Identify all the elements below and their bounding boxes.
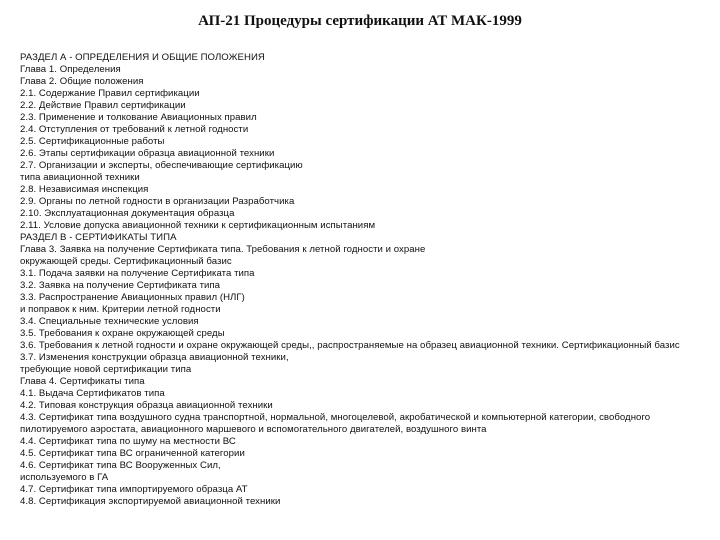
table-of-contents	[20, 52, 680, 508]
toc-line: окружающей среды. Сертификационный базис	[20, 256, 232, 267]
toc-line: 4.1. Выдача Сертификатов типа	[20, 388, 165, 399]
toc-line: 2.1. Содержание Правил сертификации	[20, 88, 200, 99]
toc-line: типа авиационной техники	[20, 172, 140, 183]
toc-line: 3.3. Распространение Авиационных правил (НЛГ)	[20, 292, 245, 303]
toc-line: 3.6. Требования к летной годности и охране окружающей среды,, распространяемые на образец авиационной техники. Сертификационный базис	[20, 340, 680, 351]
toc-line: используемого в ГА	[20, 472, 109, 483]
toc-line: требующие новой сертификации типа	[20, 364, 192, 375]
toc-line: 2.5. Сертификационные работы	[20, 136, 165, 147]
toc-line: 2.3. Применение и толкование Авиационных правил	[20, 112, 257, 123]
toc-line: пилотируемого аэростата, авиационного маршевого и вспомогательного двигателей, воздушного винта	[20, 424, 487, 435]
toc-line: и поправок к ним. Критерии летной годности	[20, 304, 221, 315]
toc-line: РАЗДЕЛ А - ОПРЕДЕЛЕНИЯ И ОБЩИЕ ПОЛОЖЕНИЯ	[20, 52, 265, 63]
toc-line: 4.3. Сертификат типа воздушного судна транспортной, нормальной, многоцелевой, акробатической и компьютерной категории, свободного	[20, 412, 651, 423]
toc-line: 2.8. Независимая инспекция	[20, 184, 149, 195]
toc-line: 2.10. Эксплуатационная документация образца	[20, 208, 235, 219]
toc-line: 3.7. Изменения конструкции образца авиационной техники,	[20, 352, 289, 363]
toc-line: 4.8. Сертификация экспортируемой авиационной техники	[20, 496, 281, 507]
toc-line: 2.9. Органы по летной годности в организации Разработчика	[20, 196, 295, 207]
toc-line: 4.2. Типовая конструкция образца авиационной техники	[20, 400, 273, 411]
toc-line: 2.4. Отступления от требований к летной годности	[20, 124, 249, 135]
page-title: АП-21 Процедуры сертификации АТ МАК-1999	[198, 13, 522, 29]
toc-line: Глава 4. Сертификаты типа	[20, 376, 145, 387]
toc-line: 2.2. Действие Правил сертификации	[20, 100, 186, 111]
toc-line: 3.4. Специальные технические условия	[20, 316, 199, 327]
toc-line: Глава 3. Заявка на получение Сертификата типа. Требования к летной годности и охране	[20, 244, 426, 255]
toc-line: 3.2. Заявка на получение Сертификата типа	[20, 280, 221, 291]
toc-line: Глава 2. Общие положения	[20, 76, 144, 87]
toc-line: 4.6. Сертификат типа ВС Вооруженных Сил,	[20, 460, 221, 471]
toc-line: 3.5. Требования к охране окружающей среды	[20, 328, 225, 339]
toc-line: 2.7. Организации и эксперты, обеспечивающие сертификацию	[20, 160, 303, 171]
toc-line: 2.6. Этапы сертификации образца авиационной техники	[20, 148, 275, 159]
toc-line: Глава 1. Определения	[20, 64, 121, 75]
toc-line: 3.1. Подача заявки на получение Сертификата типа	[20, 268, 255, 279]
toc-line: 2.11. Условие допуска авиационной техники к сертификационным испытаниям	[20, 220, 376, 231]
toc-line: 4.4. Сертификат типа по шуму на местности ВС	[20, 436, 236, 447]
toc-line: РАЗДЕЛ В - СЕРТИФИКАТЫ ТИПА	[20, 232, 177, 243]
toc-line: 4.7. Сертификат типа импортируемого образца АТ	[20, 484, 248, 495]
toc-line: 4.5. Сертификат типа ВС ограниченной категории	[20, 448, 245, 459]
